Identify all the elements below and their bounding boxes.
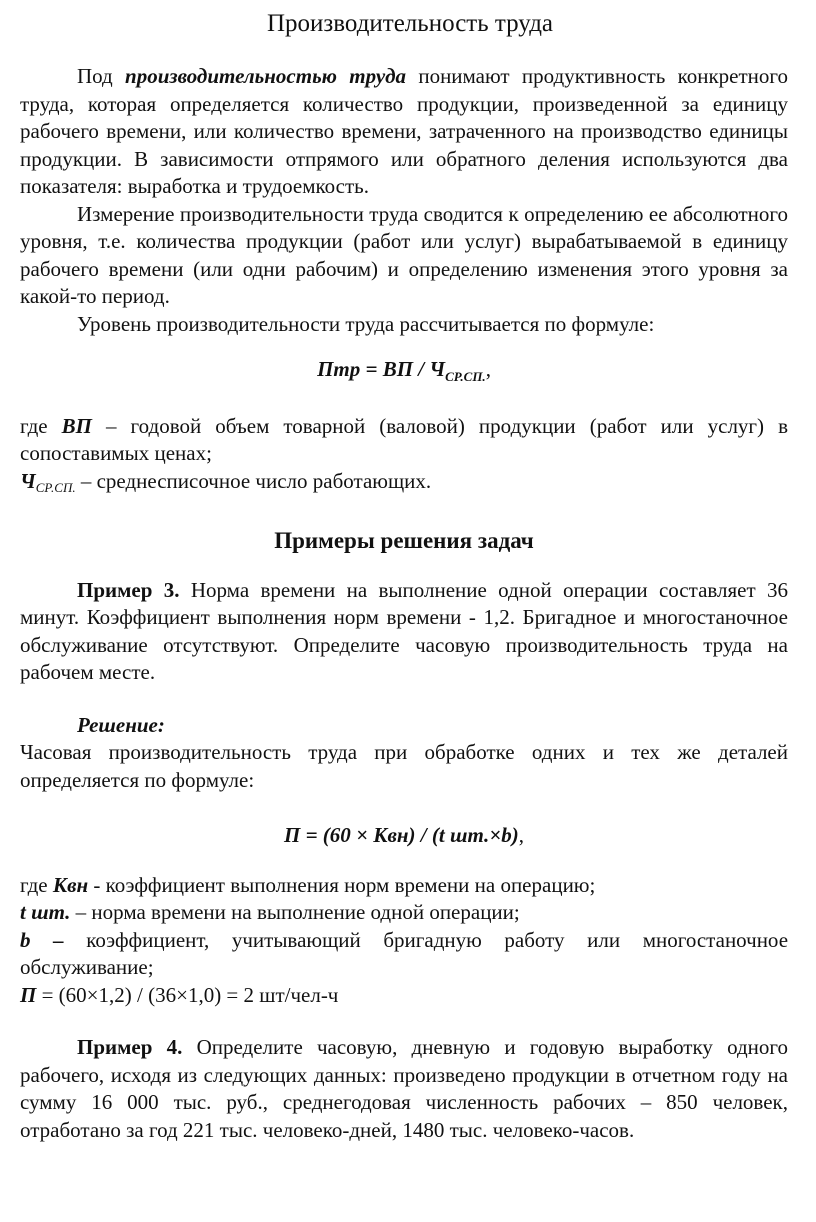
paragraph-measurement: Измерение производительности труда сводится к определению ее абсолютного уровня, т.е. количества продукции (работ или услуг) вырабатываемой в единицу рабочего времени (или одни рабочим) и определению изменения этого уровня за какой-то период. bbox=[20, 201, 788, 308]
calculation-result bbox=[20, 982, 788, 1010]
definition-vp-prefix: где bbox=[20, 413, 62, 438]
paragraph-definition bbox=[20, 63, 788, 201]
example-3-text: Норма времени на выполнение одной операции составляет 36 минут. Коэффициент выполнения норм времени - 1,2. Бригадное и многостаночное обслуживание отсутствуют. Определите часовую производительность труда на рабочем месте. bbox=[20, 577, 788, 685]
formula-main: Птр = ВП / Ч bbox=[317, 357, 446, 381]
formula-2-main: П = (60 × Квн) / (t шт.×b) bbox=[284, 823, 519, 848]
solution-text: Часовая производительность труда при обработке одних и тех же деталей определяется по формуле: bbox=[20, 740, 788, 792]
definition-tsht bbox=[20, 899, 788, 927]
definition-b-term: b – bbox=[20, 927, 64, 952]
term-labor-productivity: производительностью труда bbox=[125, 64, 407, 88]
definition-vp bbox=[20, 413, 788, 468]
section-title: Примеры решения задач bbox=[274, 528, 534, 554]
solution-label: Решение: bbox=[77, 712, 165, 737]
definition-vp-text: – годовой объем товарной (валовой) продукции (работ или услуг) в сопоставимых ценах; bbox=[20, 413, 788, 466]
formula-subscript: СР.СП. bbox=[445, 369, 486, 385]
definition-kvn-text: - коэффициент выполнения норм времени на операцию; bbox=[88, 872, 596, 897]
definition-vp-term: ВП bbox=[61, 413, 92, 438]
definition-ch-text: – среднесписочное число работающих. bbox=[75, 468, 432, 493]
paragraph-definition-text: понимают продуктивность конкретного труда, которая определяется количество продукции, произведенной за единицу рабочего времени, или количество времени, затраченного на производство единицы продукции. В зависимости отпрямого или обратного деления используются два показателя: выработка и трудоемкость. bbox=[20, 64, 788, 198]
paragraph-definition-start: Под bbox=[77, 64, 126, 88]
calculation-term: П bbox=[20, 982, 37, 1007]
definition-ch-subscript: СР.СП. bbox=[35, 479, 76, 495]
solution-label-line bbox=[20, 712, 788, 740]
paragraph-formula-intro: Уровень производительности труда рассчитывается по формуле: bbox=[77, 311, 655, 336]
definition-ch-term: Ч bbox=[20, 468, 36, 493]
example-3 bbox=[20, 577, 788, 687]
document-page bbox=[20, 0, 788, 1144]
example-4 bbox=[20, 1034, 788, 1144]
definition-kvn-term: Квн bbox=[52, 872, 89, 897]
definition-b-text: коэффициент, учитывающий бригадную работу или многостаночное обслуживание; bbox=[20, 927, 789, 980]
example-4-label: Пример 4. bbox=[77, 1035, 183, 1060]
example-4-text: Определите часовую, дневную и годовую выработку одного рабочего, исходя из следующих данных: произведено продукции в отчетном году на сумму 16 000 тыс. руб., среднегодовая численность рабочих – 850 человек, отработано за год 221 тыс. человеко-дней, 1480 тыс. человеко-часов. bbox=[20, 1035, 788, 1142]
calculation-text: = (60×1,2) / (36×1,0) = 2 шт/чел-ч bbox=[36, 982, 339, 1007]
page-title: Производительность труда bbox=[266, 10, 554, 37]
formula-hourly-productivity bbox=[20, 822, 788, 850]
definition-tsht-text: – норма времени на выполнение одной операции; bbox=[70, 900, 520, 925]
definition-kvn-prefix: где bbox=[20, 872, 53, 897]
definition-b bbox=[20, 927, 788, 982]
formula-productivity-level bbox=[20, 356, 788, 391]
definition-tsht-term: t шт. bbox=[20, 900, 71, 925]
formula-2-tail: , bbox=[518, 823, 524, 848]
definition-ch bbox=[20, 468, 788, 502]
definition-kvn bbox=[20, 872, 788, 900]
formula-tail: , bbox=[485, 357, 491, 381]
example-3-label: Пример 3. bbox=[77, 577, 180, 602]
